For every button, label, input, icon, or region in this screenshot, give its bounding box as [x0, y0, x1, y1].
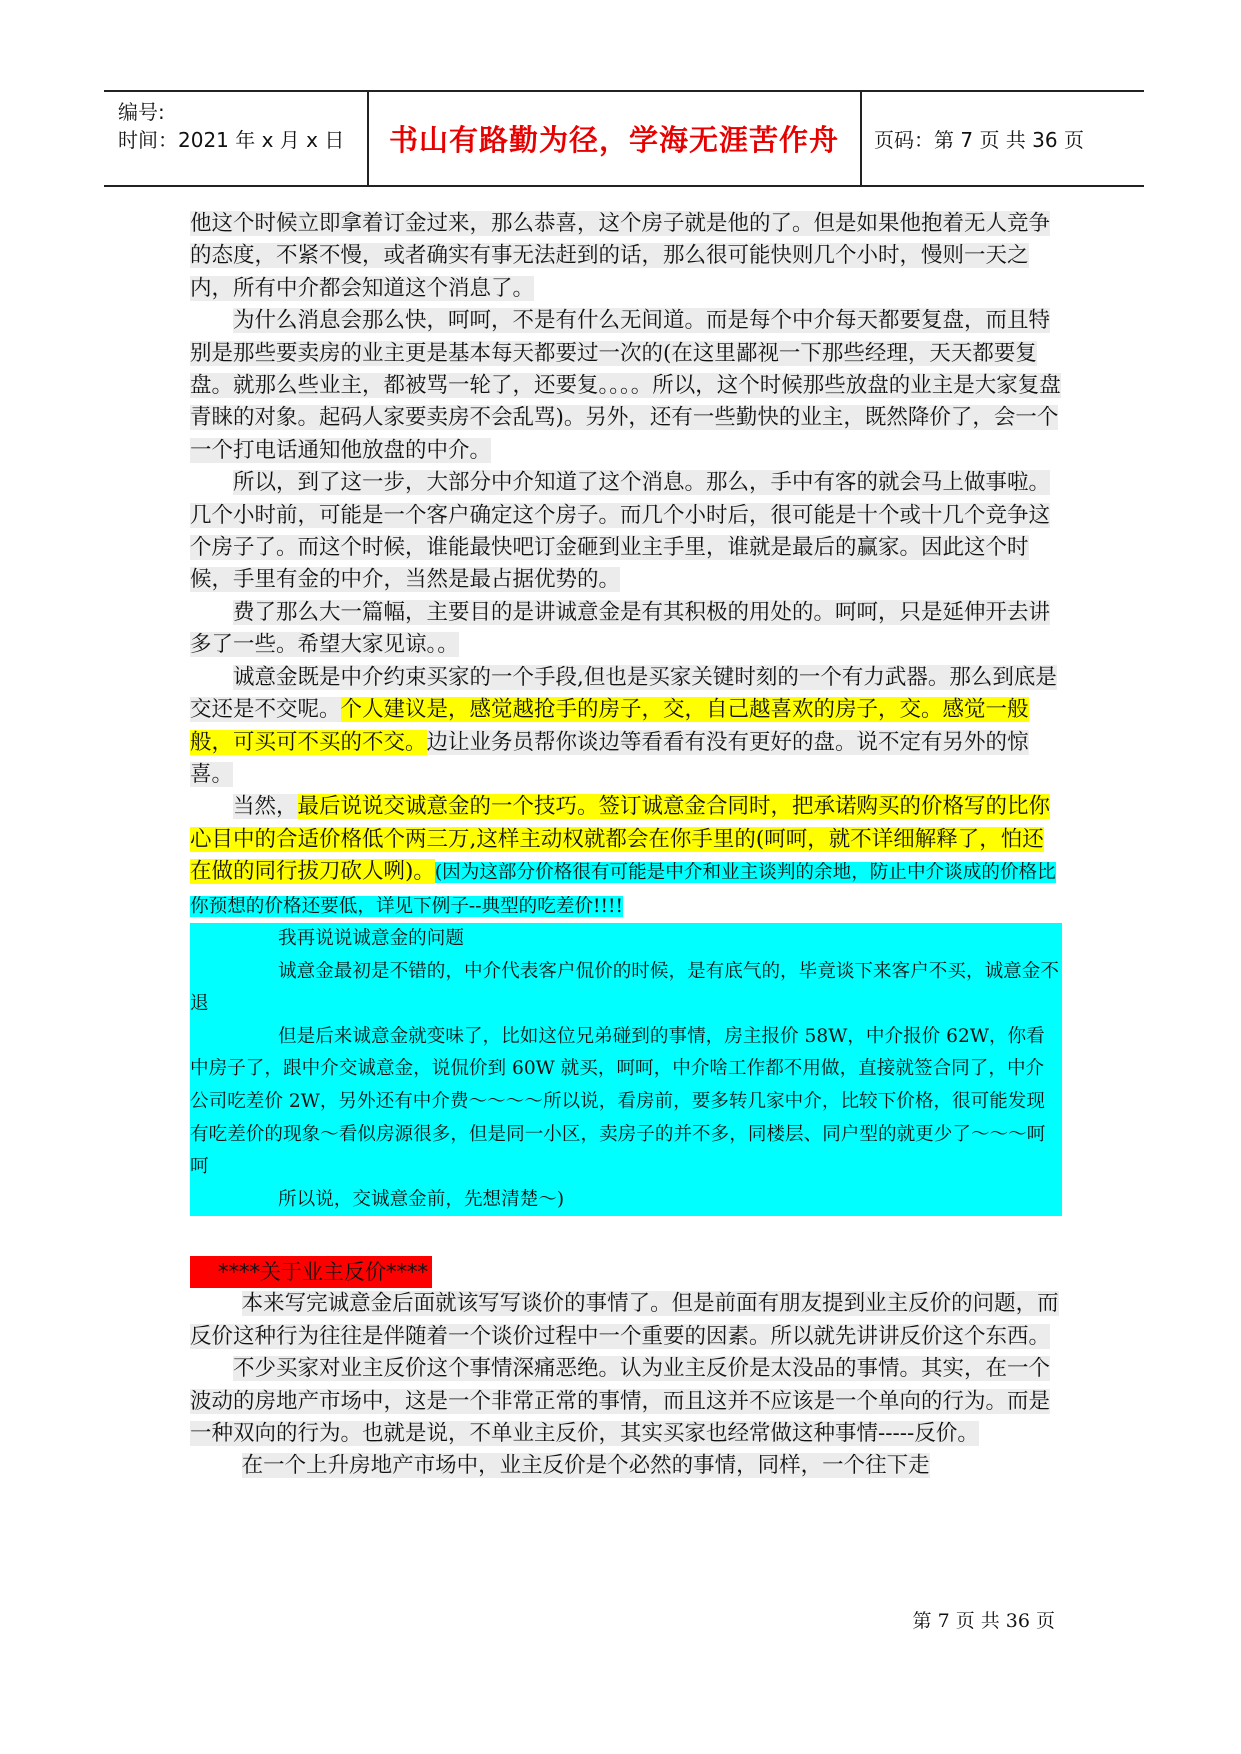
paragraph-text: 在一个上升房地产市场中，业主反价是个必然的事情，同样，一个往下走	[241, 1453, 930, 1479]
cyan-paragraph	[190, 956, 1062, 1021]
cyan-paragraph	[190, 1184, 1062, 1217]
paragraph-text: 为什么消息会那么快，呵呵，不是有什么无间道。而是每个中介每天都要复盘，而且特别是那些要卖房的业主更是基本每天都要过一次的(在这里鄙视一下那些经理，天天都要复盘。就那么些业主，都被骂一轮了，还要复。。。。所以，这个时候那些放盘的业主是大家复盘青睐的对象。起码人家要卖房不会乱骂)。另外，还有一些勤快的业主，既然降价了，会一个一个打电话通知他放盘的中介。	[190, 308, 1061, 463]
paragraph-text: 不少买家对业主反价这个事情深痛恶绝。认为业主反价是太没品的事情。其实，在一个波动的房地产市场中，这是一个非常正常的事情，而且这并不应该是一个单向的行为。而是一种双向的行为。也就是说，不单业主反价，其实买家也经常做这种事情-----反价。	[190, 1356, 1051, 1446]
paragraph	[190, 305, 1062, 467]
paragraph-text: 但是后来诚意金就变味了，比如这位兄弟碰到的事情，房主报价 58W，中介报价 62W，你看中房子了，跟中介交诚意金，说侃价到 60W 就买，呵呵，中介啥工作都不用做，直接就签合同了，中介公司吃差价 2W，另外还有中介费～～～～所以说，看房前，要多转几家中介，比较下价格，很可能发现有吃差价的现象～看似房源很多，但是同一小区，卖房子的并不多，同楼层、同户型的就更少了～～～呵呵	[190, 1025, 1046, 1178]
paragraph	[190, 662, 1062, 792]
paragraph-text: 当然，	[233, 794, 298, 820]
paragraph	[190, 791, 1062, 923]
section-heading-text: ****关于业主反价****	[218, 1260, 428, 1285]
paragraph-text: 所以说，交诚意金前，先想清楚～)	[278, 1188, 565, 1210]
cyan-paragraph	[190, 923, 1062, 956]
spacer	[190, 1216, 1062, 1256]
document-body	[190, 208, 1062, 1483]
paragraph-text: 我再说说诚意金的问题	[278, 927, 464, 949]
paragraph	[190, 208, 1062, 305]
paragraph	[190, 1288, 1062, 1353]
doc-number-label: 编号:	[118, 100, 165, 124]
section-heading	[190, 1256, 432, 1288]
paragraph-text: 边让业务员帮你谈边等看看有没有更好的盘。说不定有另外的惊喜。	[190, 729, 1029, 787]
header-divider	[860, 92, 862, 185]
highlighted-advice: 个人建议是，感觉越抢手的房子，交，自己越喜欢的房子，交。感觉一般般，可买可不买的不交。	[190, 697, 1029, 755]
header-page-code: 页码：第 7 页 共 36 页	[874, 128, 1084, 152]
paragraph-text: 他这个时候立即拿着订金过来，那么恭喜，这个房子就是他的了。但是如果他抱着无人竞争的态度，不紧不慢，或者确实有事无法赶到的话，那么很可能快则几个小时，慢则一天之内，所有中介都会知道这个消息了。	[190, 211, 1051, 301]
highlighted-note: (因为这部分价格很有可能是中介和业主谈判的余地，防止中介谈成的价格比你预想的价格还要低，详见下例子--典型的吃差价!!!!	[190, 862, 1056, 917]
page-footer: 第 7 页 共 36 页	[912, 1610, 1055, 1632]
paragraph-text: 费了那么大一篇幅，主要目的是讲诚意金是有其积极的用处的。呵呵，只是延伸开去讲多了一些。希望大家见谅。。	[190, 599, 1051, 658]
paragraph	[190, 1450, 1062, 1482]
paragraph-text: 诚意金最初是不错的，中介代表客户侃价的时候，是有底气的，毕竟谈下来客户不买，诚意金不退	[190, 960, 1059, 1015]
paragraph	[190, 1353, 1062, 1450]
paragraph	[190, 597, 1062, 662]
paragraph-text: 所以，到了这一步，大部分中介知道了这个消息。那么，手中有客的就会马上做事啦。几个小时前，可能是一个客户确定这个房子。而几个小时后，很可能是十个或十几个竞争这个房子了。而这个时候，谁能最快吧订金砸到业主手里，谁就是最后的赢家。因此这个时候，手里有金的中介，当然是最占据优势的。	[190, 470, 1051, 593]
header-meta	[118, 98, 344, 154]
paragraph-text: 诚意金既是中介约束买家的一个手段,但也是买家关键时刻的一个有力武器。那么到底是交还是不交呢。	[190, 664, 1057, 723]
paragraph-text: 本来写完诚意金后面就该写写谈价的事情了。但是前面有朋友提到业主反价的问题，而反价这种行为往往是伴随着一个谈价过程中一个重要的因素。所以就先讲讲反价这个东西。	[190, 1291, 1059, 1349]
doc-time-label: 时间：2021 年 x 月 x 日	[118, 128, 345, 152]
cyan-paragraph	[190, 1021, 1062, 1184]
page-header	[104, 90, 1144, 187]
header-motto: 书山有路勤为径，学海无涯苦作舟	[388, 123, 839, 157]
paragraph	[190, 467, 1062, 597]
highlighted-tip: 最后说说交诚意金的一个技巧。签订诚意金合同时，把承诺购买的价格写的比你心目中的合适价格低个两三万,这样主动权就都会在你手里的(呵呵，就不详细解释了，怕还在做的同行拔刀砍人咧)。	[190, 794, 1051, 885]
